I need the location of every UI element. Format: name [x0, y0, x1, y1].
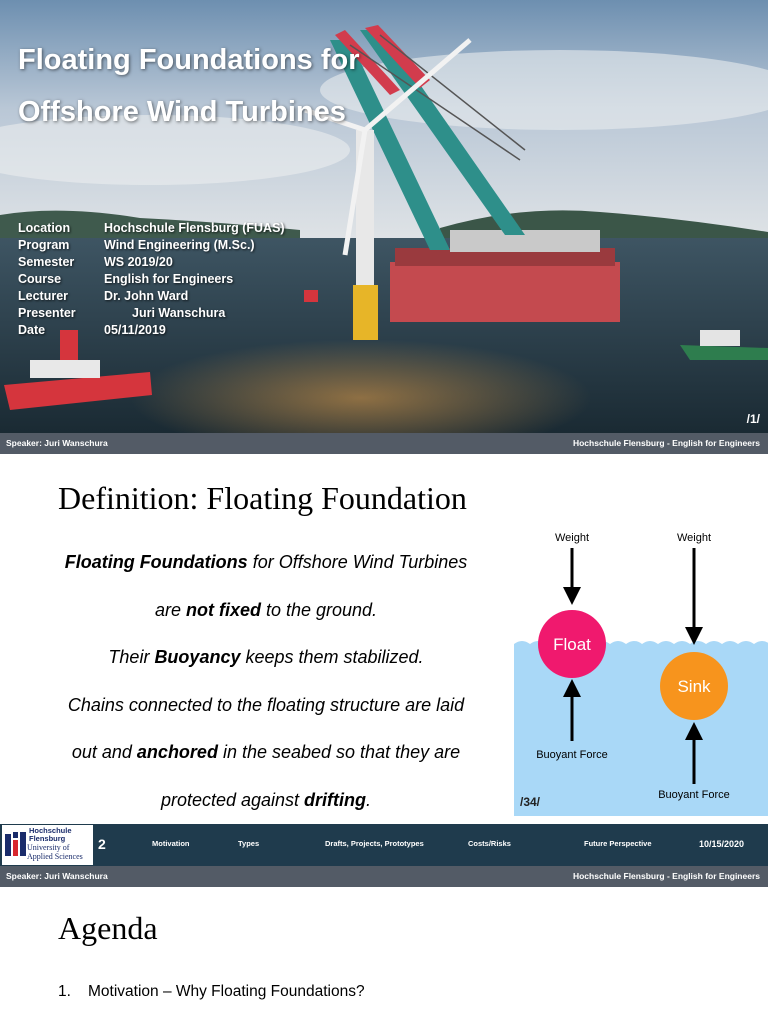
text-line: Floating Foundations for Offshore Wind Turbines [64, 552, 468, 572]
slide-number: 2 [98, 836, 106, 852]
agenda-item-text: Motivation – Why Floating Foundations? [88, 983, 365, 1000]
slide-title [18, 34, 360, 138]
info-row [18, 254, 285, 271]
info-key: Lecturer [18, 289, 69, 303]
definition-text [24, 547, 508, 832]
speaker-footer [0, 866, 768, 887]
info-value: English for Engineers [104, 272, 234, 286]
logo-text-name: Hochschule Flensburg [29, 826, 72, 843]
footer-course: Hochschule Flensburg - English for Engineers [572, 438, 760, 448]
info-row [18, 237, 285, 254]
agenda-heading: Agenda [58, 910, 158, 946]
info-key: Course [18, 272, 62, 286]
nav-item-costs[interactable]: Costs/Risks [468, 839, 511, 848]
info-value: Juri Wanschura [132, 306, 226, 320]
buoyancy-diagram [514, 526, 768, 816]
info-value: Wind Engineering (M.Sc.) [104, 238, 255, 252]
info-row [18, 288, 285, 305]
university-logo [2, 825, 93, 865]
nav-item-future[interactable]: Future Perspective [584, 839, 652, 848]
title-line-2: Offshore Wind Turbines [18, 96, 346, 128]
text-line: are not fixed to the ground. [154, 599, 378, 620]
info-key: Date [18, 323, 46, 337]
nav-item-motivation[interactable]: Motivation [152, 839, 190, 848]
info-key: Presenter [18, 306, 76, 320]
info-row [18, 220, 285, 237]
title-slide [0, 0, 768, 433]
weight-label-left: Weight [554, 532, 590, 544]
slide-heading: Definition: Floating Foundation [58, 480, 467, 516]
definition-slide [0, 454, 768, 824]
presentation-info [18, 220, 285, 339]
info-row [18, 271, 285, 288]
speaker-footer [0, 433, 768, 454]
slide-page-tag: /1/ [746, 412, 760, 426]
text-line: out and anchored in the seabed so that they are [71, 742, 461, 762]
info-row [18, 305, 285, 322]
text-line: protected against drifting. [160, 789, 372, 810]
info-value: 05/11/2019 [104, 323, 166, 337]
nav-item-drafts[interactable]: Drafts, Projects, Prototypes [325, 839, 424, 848]
agenda-item [58, 983, 365, 1001]
logo-text-subtitle: University of Applied Sciences [27, 843, 83, 861]
text-line: Chains connected to the floating structure are laid [67, 694, 465, 715]
info-key: Program [18, 238, 70, 252]
section-nav-bar [0, 824, 768, 866]
title-line-1: Floating Foundations for [18, 44, 360, 76]
info-row [18, 322, 285, 339]
footer-course: Hochschule Flensburg - English for Engineers [572, 871, 760, 881]
buoyant-label-right: Buoyant Force [658, 789, 730, 801]
info-value: Dr. John Ward [104, 289, 189, 303]
sink-label: Sink [677, 677, 711, 696]
buoyant-label-left: Buoyant Force [536, 749, 608, 761]
footer-speaker: Speaker: Juri Wanschura [6, 438, 108, 448]
info-value: Hochschule Flensburg (FUAS) [104, 221, 285, 235]
float-label: Float [553, 635, 591, 654]
text-line: Their Buoyancy keeps them stabilized. [108, 647, 424, 667]
university-logo-icon [5, 830, 27, 860]
nav-item-types[interactable]: Types [238, 839, 260, 848]
info-key: Location [18, 221, 71, 235]
info-key: Semester [18, 255, 75, 269]
agenda-item-number: 1. [58, 983, 71, 1000]
weight-label-right: Weight [676, 532, 712, 544]
nav-date: 10/15/2020 [699, 839, 745, 849]
info-value: WS 2019/20 [104, 255, 173, 269]
footer-speaker: Speaker: Juri Wanschura [6, 871, 108, 881]
slide-page-tag: /34/ [520, 795, 541, 809]
